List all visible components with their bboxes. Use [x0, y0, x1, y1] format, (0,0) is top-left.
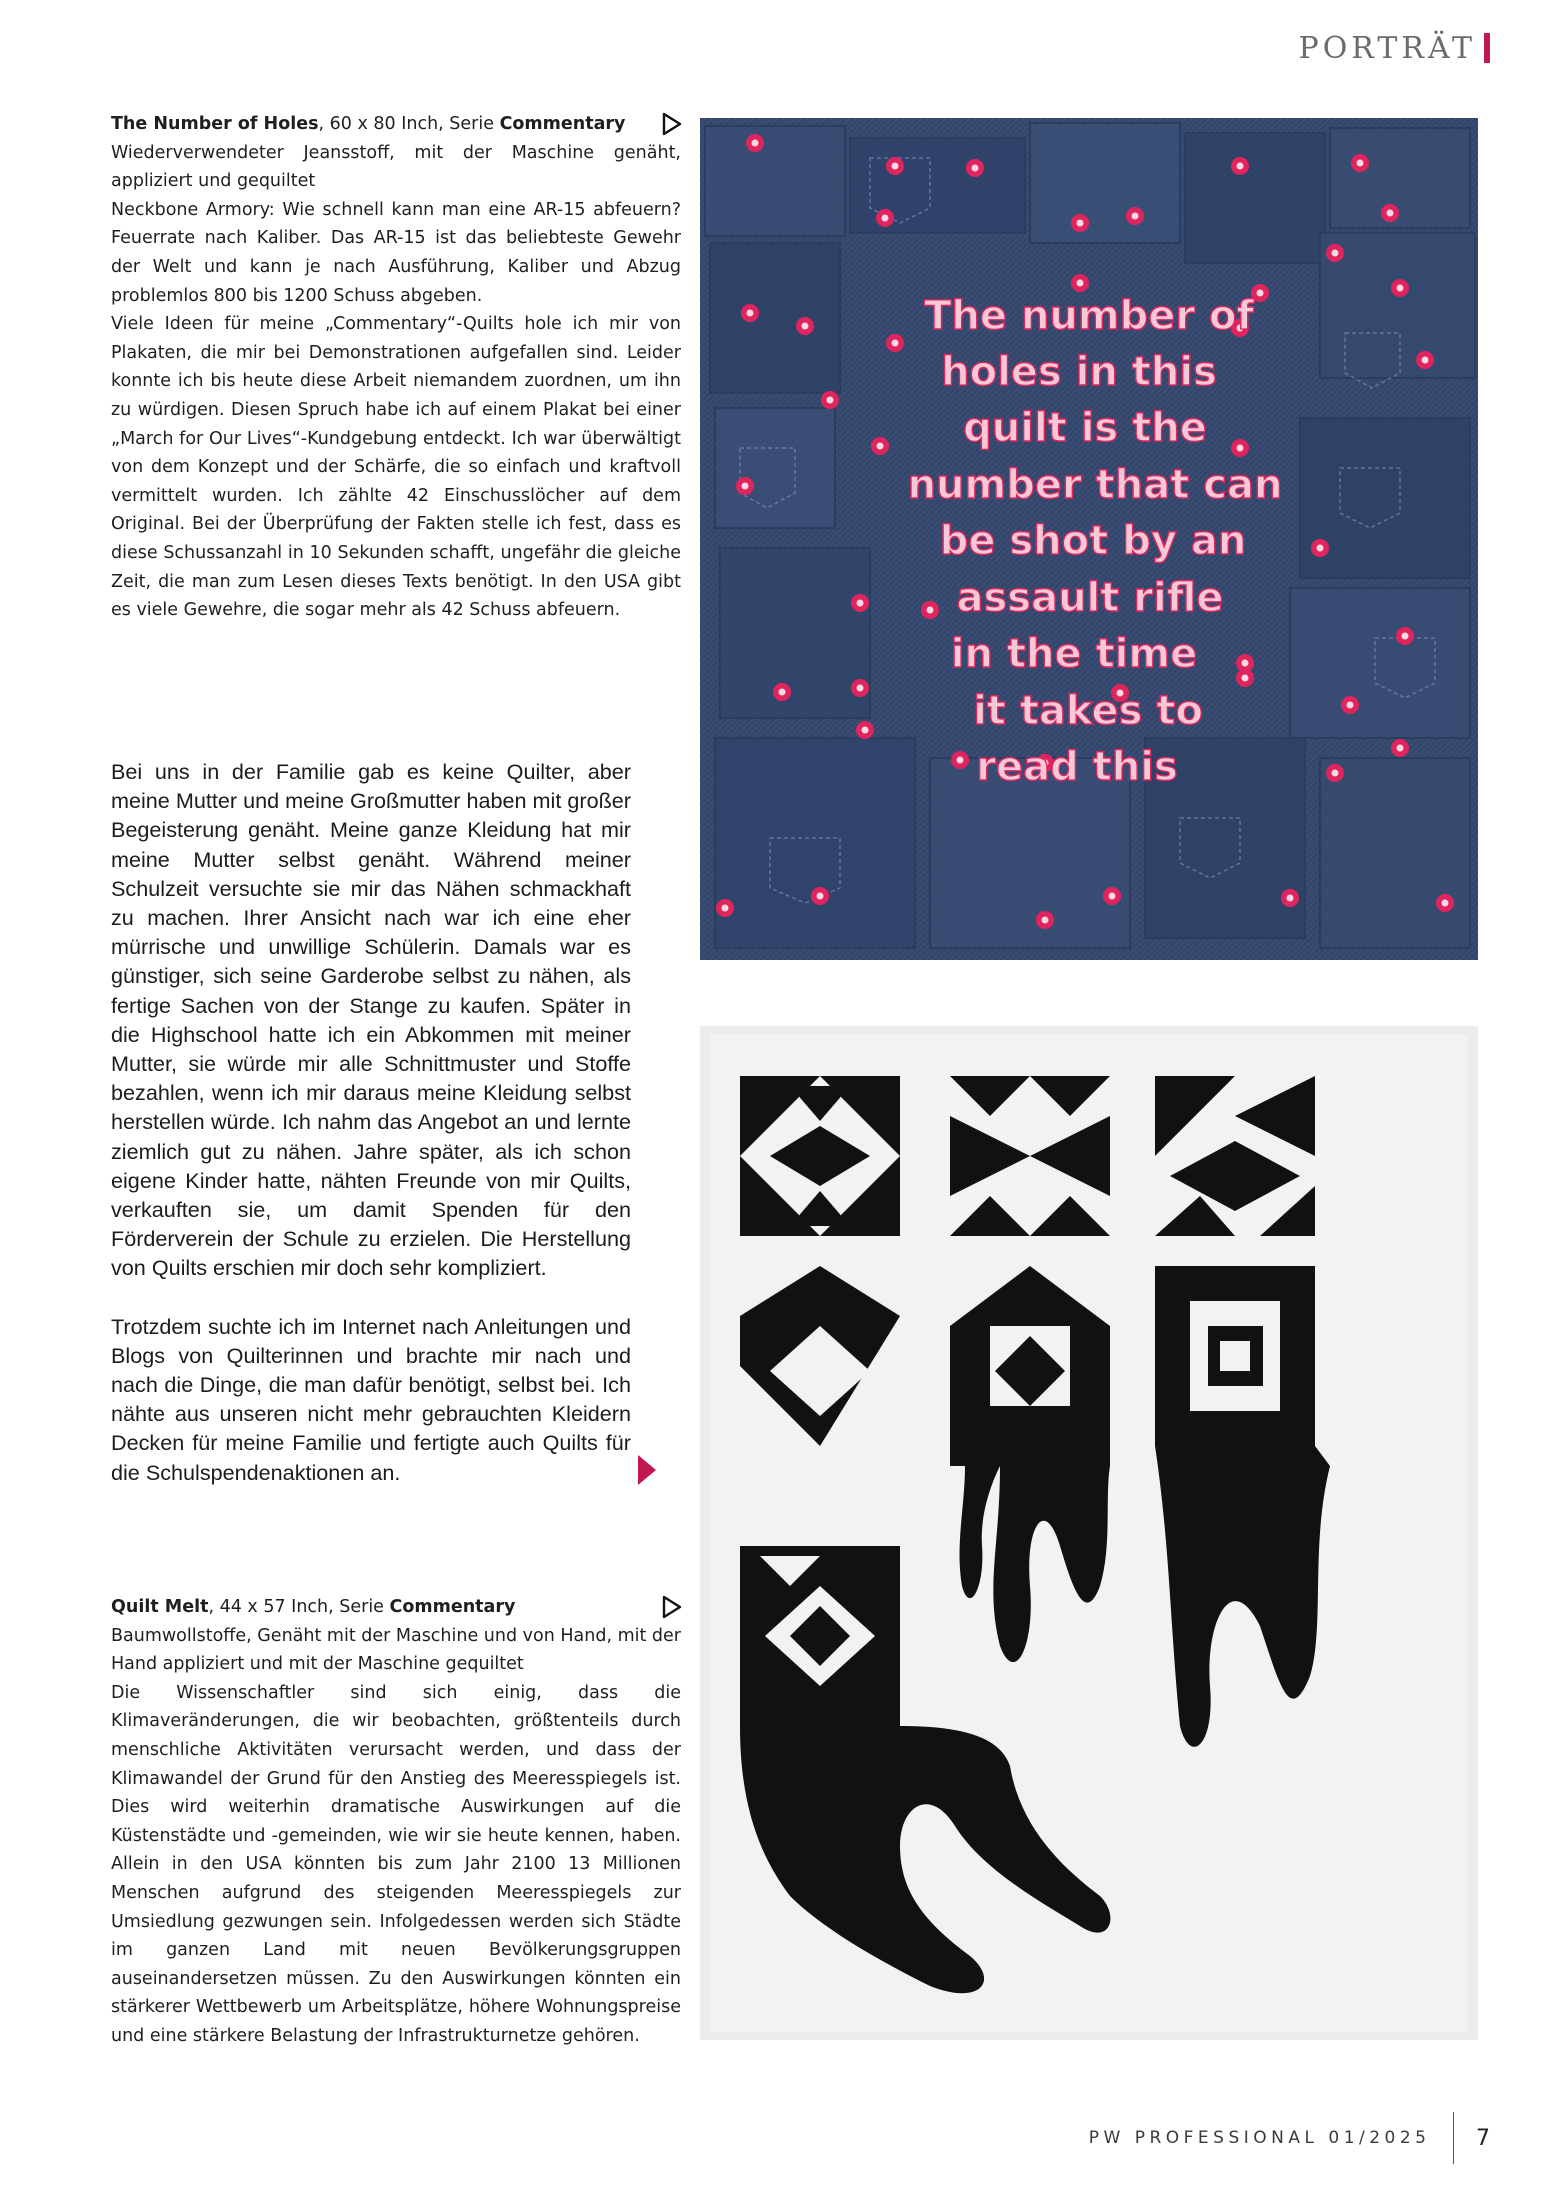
caption-materials: Wiederverwendeter Jeansstoff, mit der Maschine genäht, appliziert und gequiltet — [111, 142, 681, 192]
quilt-phrase-line: number that can — [907, 462, 1283, 508]
series-name: Commentary — [499, 114, 626, 134]
bullet-hole-center — [1132, 213, 1139, 220]
play-icon — [660, 111, 684, 137]
page-number: 7 — [1476, 2125, 1490, 2151]
bullet-hole-center — [1109, 893, 1116, 900]
section-accent-bar — [1484, 33, 1490, 63]
artwork-title: Quilt Melt — [111, 1597, 209, 1617]
bullet-hole-center — [752, 140, 759, 147]
quilt-phrase-line: holes in this — [941, 349, 1217, 395]
quilt-phrase-line: in the time — [950, 631, 1198, 677]
bullet-hole-center — [1237, 445, 1244, 452]
artwork-title: The Number of Holes — [111, 114, 319, 134]
bullet-hole-center — [1242, 675, 1249, 682]
continue-arrow-icon — [638, 1455, 656, 1485]
bullet-hole-center — [1397, 745, 1404, 752]
quilt-melt-image — [700, 1026, 1478, 2040]
caption-firerate: Neckbone Armory: Wie schnell kann man eine AR-15 abfeuern? Feuerrate nach Kaliber. Das AR-15 ist das beliebteste Gewehr der Welt und kann je nach Ausführung, Kaliber und Abzug problemlos 800 bis 1200 Schuss abgeben. — [111, 199, 681, 306]
section-label: PORTRÄT — [1298, 30, 1476, 66]
quilt-phrase-line: quilt is the — [963, 405, 1207, 451]
bullet-hole-center — [1347, 702, 1354, 709]
artwork-meta: , 60 x 80 Inch, Serie — [318, 114, 500, 134]
bullet-hole-center — [817, 893, 824, 900]
bullet-hole-center — [1332, 770, 1339, 777]
caption-title-line — [111, 110, 681, 139]
bullet-hole-center — [1077, 220, 1084, 227]
quilt-phrase-line: assault rifle — [956, 575, 1224, 621]
bullet-hole-center — [892, 163, 899, 170]
bullet-hole-center — [857, 600, 864, 607]
quilt-phrase-line: it takes to — [973, 688, 1203, 734]
bullet-hole-center — [779, 689, 786, 696]
page-footer — [1089, 2112, 1490, 2164]
bullet-hole-center — [1317, 545, 1324, 552]
bullet-hole-center — [1422, 357, 1429, 364]
caption-quilt-melt — [111, 1593, 681, 2051]
bullet-hole-center — [1257, 290, 1264, 297]
body-paragraph: Trotzdem suchte ich im Internet nach Anleitungen und Blogs von Quilterinnen und brachte mir nach und nach die Dinge, die man dafür benötigt, selbst bei. Ich nähte aus unseren nicht mehr gebrauchten Kleidern Decken für meine Familie und fertigte auch Quilts für die Schulspendenaktionen an. — [111, 1313, 631, 1485]
bullet-hole-center — [877, 443, 884, 450]
bullet-hole-center — [1237, 163, 1244, 170]
bullet-hole-center — [882, 215, 889, 222]
bullet-hole-center — [1442, 900, 1449, 907]
bullet-hole-center — [1242, 660, 1249, 667]
bullet-hole-center — [857, 685, 864, 692]
footer-divider — [1453, 2112, 1455, 2164]
bullet-hole-center — [927, 607, 934, 614]
caption-materials: Baumwollstoffe, Genäht mit der Maschine und von Hand, mit der Hand appliziert und mit der Maschine gequiltet — [111, 1625, 681, 1675]
caption-description: Viele Ideen für meine „Commentary“-Quilts hole ich mir von Plakaten, die mir bei Demonstrationen aufgefallen sind. Leider konnte ich bis heute diese Arbeit niemandem zuordnen, um ihn zu würdigen. Diesen Spruch habe ich auf einem Plakat bei einer „March for Our Lives“-Kundgebung entdeckt. Ich war überwältigt von dem Konzept und der Schärfe, die so einfach und kraftvoll vermittelt wurden. Ich zählte 42 Einschusslöcher auf dem Original. Bei der Überprüfung der Fakten stelle ich fest, dass es diese Schussanzahl in 10 Sekunden schafft, ungefähr die gleiche Zeit, die man zum Lesen dieses Texts benötigt. In den USA gibt es viele Gewehre, die sogar mehr als 42 Schuss abfeuern. — [111, 314, 681, 621]
article-body — [111, 757, 631, 1487]
bullet-hole-center — [1387, 210, 1394, 217]
series-name: Commentary — [389, 1597, 516, 1617]
bullet-hole-center — [1042, 917, 1049, 924]
section-header — [1299, 28, 1490, 68]
bullet-hole-center — [957, 757, 964, 764]
body-paragraph: Bei uns in der Familie gab es keine Quilter, aber meine Mutter und meine Großmutter haben mit großer Begeisterung genäht. Meine ganze Kleidung hat mir meine Mutter selbst genäht. Während meiner Schulzeit versuchte sie mir das Nähen schmackhaft zu machen. Ihrer Ansicht nach war ich eine eher mürrische und unwillige Schülerin. Damals war es günstiger, sich seine Garderobe selbst zu nähen, als fertige Sachen von der Stange zu kaufen. Später in die Highschool hatte ich ein Abkommen mit meiner Mutter, sie würde mir alle Schnittmuster und Stoffe bezahlen, wenn ich mir daraus meine Kleidung selbst herstellen würde. Ich nahm das Angebot an und lernte ziemlich gut zu nähen. Jahre später, als ich schon eigene Kinder hatte, nähten Freunde von mir Quilts, verkauften sie, um damit Spenden für den Förderverein der Schule zu erzielen. Die Herstellung von Quilts erschien mir doch sehr kompliziert. — [111, 759, 631, 1281]
bullet-hole-center — [1332, 250, 1339, 257]
bullet-hole-center — [1402, 633, 1409, 640]
caption-description: Die Wissenschaftler sind sich einig, dass die Klimaveränderungen, die wir beobachten, größtenteils durch menschliche Aktivitäten verursacht werden, und dass der Klimawandel der Grund für den Anstieg des Meeresspiegels ist. Dies wird weiterhin dramatische Auswirkungen auf die Küstenstädte und -gemeinden, wie wir sie heute kennen, haben. Allein in den USA könnten bis zum Jahr 2100 13 Millionen Menschen aufgrund des steigenden Meeresspiegels zur Umsiedlung gezwungen sein. Infolgedessen werden sich Städte im ganzen Land mit neuen Bevölkerungsgruppen auseinandersetzen müssen. Zu den Auswirkungen könnten ein stärkerer Wettbewerb um Arbeitsplätze, höhere Wohnungspreise und eine stärkere Belastung der Infrastrukturnetze gehören. — [111, 1682, 681, 2046]
quilt-phrase-line: read this — [976, 744, 1178, 790]
bullet-hole-center — [827, 397, 834, 404]
quilt-phrase-line: be shot by an — [939, 518, 1247, 564]
bullet-hole-center — [1397, 285, 1404, 292]
bullet-hole-center — [1287, 895, 1294, 902]
caption-title-line — [111, 1593, 681, 1622]
bullet-hole-center — [862, 727, 869, 734]
quilt-number-of-holes-image — [700, 118, 1478, 960]
publication-name: PW PROFESSIONAL 01/2025 — [1088, 2128, 1431, 2148]
bullet-hole-center — [1357, 160, 1364, 167]
play-icon — [660, 1594, 684, 1620]
caption-number-of-holes — [111, 110, 681, 625]
bullet-hole-center — [747, 310, 754, 317]
bullet-hole-center — [742, 483, 749, 490]
bullet-hole-center — [802, 323, 809, 330]
bullet-hole-center — [892, 340, 899, 347]
bullet-hole-center — [722, 905, 729, 912]
bullet-hole-center — [972, 165, 979, 172]
bullet-hole-center — [1077, 280, 1084, 287]
artwork-meta: , 44 x 57 Inch, Serie — [208, 1597, 390, 1617]
quilt-phrase-line: The number of — [924, 293, 1254, 339]
